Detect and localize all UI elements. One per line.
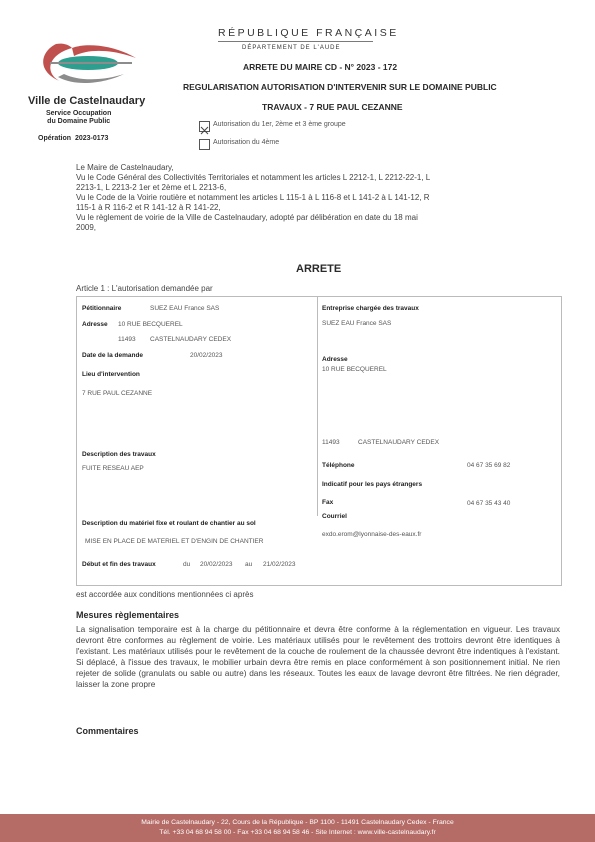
city-name: Ville de Castelnaudary — [28, 95, 146, 107]
entreprise-ville-value: CASTELNAUDARY CEDEX — [358, 439, 440, 446]
mesures-text: La signalisation temporaire est à la charge du pétitionnaire et devra être conforme à la réglementation en vigueur. Les travaux devront être conformes au règlement de voirie. Les matériaux utilisés pour le revêtement des trottoirs devront être identiques à l'existant. Les matériaux utilisés pour le revêtement de la couche de roulement de la chaussée devront être indentiques à l'existant. Si déplacé, à l'issue des travaux, le mobilier urbain devra être remis en place conformément à son positionnement initial. Ne rien rejeter de solide (granulats ou sable ou autre) dans les réseaux. Toutes les eaux de lavage devront être filtrées. Ne rien dégrader, laisser la zone propre — [76, 624, 560, 689]
accord-text: est accordée aux conditions mentionnées ci après — [76, 590, 254, 599]
fin-value: 21/02/2023 — [263, 561, 296, 568]
intro-line: Vu le Code Général des Collectivités Territoriales et notamment les articles L 2212-1, L 2212-22-1, L — [76, 173, 431, 182]
courriel-value: exdo.erom@lyonnaise-des-eaux.fr — [322, 531, 422, 538]
check-mark-icon — [200, 126, 209, 135]
telephone-label: Téléphone — [322, 462, 355, 469]
intro-line: Vu le Code de la Voirie routière et notamment les articles L 115-1 à L 116-8 et L 141-2 à L 141-12, R — [76, 193, 430, 202]
form-column-divider — [317, 296, 318, 516]
mesures-heading: Mesures règlementaires — [76, 610, 180, 620]
intro-line: 2009, — [76, 223, 97, 232]
ville-value: CASTELNAUDARY CEDEX — [150, 336, 232, 343]
description-label: Description des travaux — [82, 451, 156, 458]
intro-line: 2213-1, L 2213-2 1er et 2ème et L 2213-6, — [76, 183, 227, 192]
materiel-value: MISE EN PLACE DE MATERIEL ET D'ENGIN DE CHANTIER — [85, 538, 264, 545]
entreprise-label: Entreprise chargée des travaux — [322, 305, 419, 312]
courriel-label: Courriel — [322, 513, 347, 520]
operation-label: Opération — [38, 135, 72, 142]
date-demande-label: Date de la demande — [82, 352, 144, 359]
indicatif-label: Indicatif pour les pays étrangers — [322, 481, 423, 488]
lieu-label: Lieu d'intervention — [82, 371, 140, 378]
service-line2: du Domaine Public — [47, 118, 111, 125]
lieu-value: 7 RUE PAUL CEZANNE — [82, 390, 153, 397]
entreprise-adresse-label: Adresse — [322, 356, 348, 363]
intro-text — [76, 163, 566, 233]
adresse-value: 10 RUE BECQUEREL — [118, 321, 183, 328]
petitionnaire-label: Pétitionnaire — [82, 305, 122, 312]
au-label: au — [245, 561, 253, 568]
materiel-label: Description du matériel fixe et roulant de chantier au sol — [82, 520, 256, 527]
commentaires-heading: Commentaires — [76, 726, 139, 736]
checkbox-group-1-3-label: Autorisation du 1er, 2ème et 3 ème groupe — [213, 121, 346, 128]
description-value: FUITE RESEAU AEP — [82, 465, 144, 472]
operation-value: 2023-0173 — [74, 135, 109, 142]
fax-value: 04 67 35 43 40 — [467, 500, 511, 507]
footer — [0, 814, 595, 842]
arrete-heading: ARRETE — [296, 263, 342, 275]
telephone-value: 04 67 35 69 82 — [467, 462, 511, 469]
service-line1: Service Occupation — [46, 110, 112, 117]
arrete-works: TRAVAUX - 7 RUE PAUL CEZANNE — [262, 102, 403, 112]
operation-number — [38, 135, 108, 142]
du-label: du — [183, 561, 191, 568]
checkbox-group-4[interactable] — [199, 139, 210, 150]
petitionnaire-value: SUEZ EAU France SAS — [150, 305, 220, 312]
departement: DÉPARTEMENT DE L'AUDE — [242, 45, 341, 51]
footer-address: Mairie de Castelnaudary - 22, Cours de la République - BP 1100 - 11491 Castelnaudary Cedex - France — [141, 819, 454, 826]
checkbox-group-4-label: Autorisation du 4ème — [213, 139, 280, 146]
debut-fin-label: Début et fin des travaux — [82, 561, 156, 568]
arrete-subject: REGULARISATION AUTORISATION D'INTERVENIR SUR LE DOMAINE PUBLIC — [183, 82, 497, 92]
republique-francaise: RÉPUBLIQUE FRANÇAISE — [218, 27, 399, 39]
entreprise-adresse-value: 10 RUE BECQUEREL — [322, 366, 387, 373]
city-logo — [28, 32, 143, 92]
article-1: Article 1 : L'autorisation demandée par — [76, 284, 213, 293]
intro-line: Vu le règlement de voirie de la Ville de Castelnaudary, adopté par délibération en date du 18 mai — [76, 213, 418, 222]
service-name — [46, 110, 111, 126]
entreprise-cp-value: 11493 — [322, 439, 340, 446]
intro-line: 115-1 à R 116-2 et R 141-12 à R 141-22, — [76, 203, 221, 212]
arrete-number: ARRETE DU MAIRE CD - N° 2023 - 172 — [243, 62, 398, 72]
date-demande-value: 20/02/2023 — [190, 352, 223, 359]
footer-contact: Tél. +33 04 68 94 58 00 - Fax +33 04 68 94 58 46 - Site Internet : www.ville-castelnaudary.fr — [159, 829, 436, 836]
cp-value: 11493 — [118, 336, 136, 343]
checkbox-group-1-3[interactable] — [199, 121, 210, 132]
adresse-label: Adresse — [82, 321, 108, 328]
entreprise-value: SUEZ EAU France SAS — [322, 320, 392, 327]
header-rule — [218, 41, 373, 42]
intro-line: Le Maire de Castelnaudary, — [76, 163, 174, 172]
fax-label: Fax — [322, 499, 334, 506]
debut-value: 20/02/2023 — [200, 561, 233, 568]
